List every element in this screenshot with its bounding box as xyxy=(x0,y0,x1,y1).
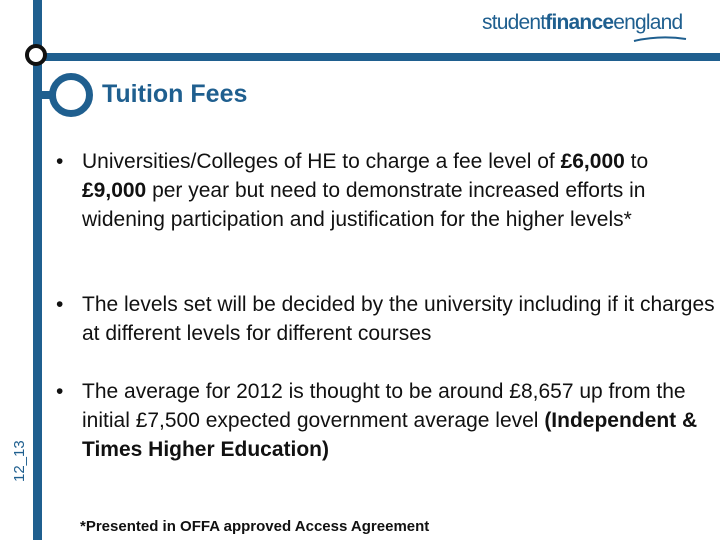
side-label: 12_13 xyxy=(11,440,28,482)
bullet-dot: • xyxy=(56,293,64,316)
student-finance-england-logo xyxy=(482,8,692,46)
bullet-text-part: to xyxy=(624,150,649,173)
bullet-dot: • xyxy=(56,150,64,173)
title-ring-marker xyxy=(49,73,93,117)
bullet-text xyxy=(82,147,716,234)
logo-swoosh-icon xyxy=(632,34,688,44)
logo-wordmark xyxy=(482,11,682,35)
logo-word-england: england xyxy=(613,11,683,34)
bullet-text-part: per year but need to demonstrate increased efforts in widening participation and justification for the higher levels* xyxy=(82,179,646,231)
horizontal-accent-line xyxy=(42,53,720,61)
source-citation: (Independent & Times Higher Education) xyxy=(82,409,698,461)
bullet-text: The levels set will be decided by the university including if it charges at different levels for different courses xyxy=(82,293,715,345)
bullet-item xyxy=(56,377,716,464)
bullet-text-part: Universities/Colleges of HE to charge a fee level of xyxy=(82,150,561,173)
bullet-text-part: The average for 2012 is thought to be around £8,657 up from the initial £7,500 expected government average level xyxy=(82,380,686,432)
fee-min-amount: £6,000 xyxy=(560,150,625,173)
bullet-item xyxy=(56,147,716,234)
logo-word-finance: finance xyxy=(545,11,614,34)
slide-title: Tuition Fees xyxy=(102,80,248,108)
bullet-item xyxy=(56,290,716,348)
side-label-container xyxy=(0,420,28,490)
bullet-text xyxy=(82,377,716,464)
logo-word-student: student xyxy=(482,11,546,34)
bullet-dot: • xyxy=(56,380,64,403)
fee-max-amount: £9,000 xyxy=(82,179,147,202)
vertical-accent-line xyxy=(33,0,42,540)
small-ring-marker xyxy=(25,44,47,66)
footnote: *Presented in OFFA approved Access Agreement xyxy=(80,518,430,535)
